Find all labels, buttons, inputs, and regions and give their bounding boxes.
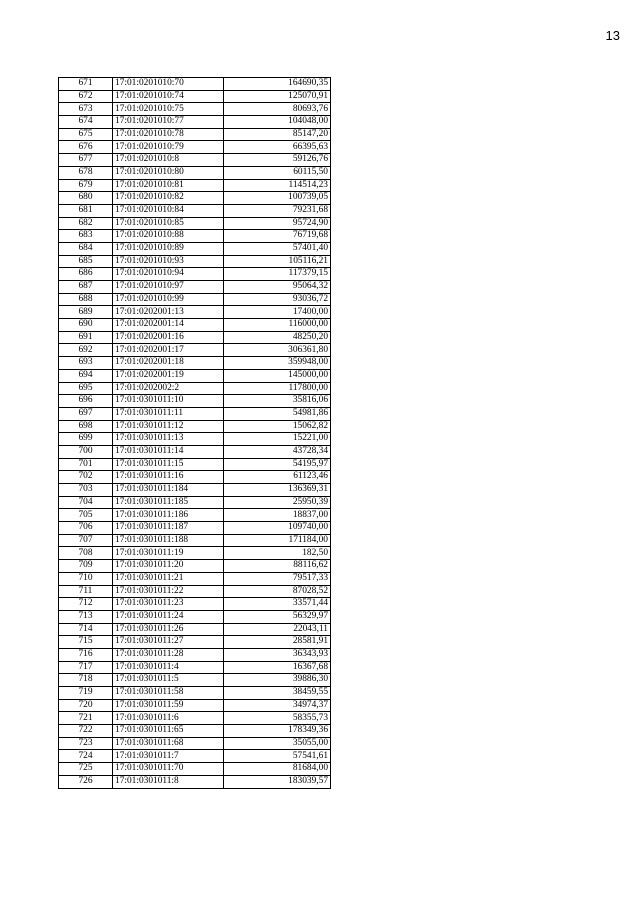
cadastral-number-cell: 17:01:0301011:28 [113, 648, 224, 661]
row-number-cell: 688 [59, 293, 113, 306]
row-number-cell: 684 [59, 242, 113, 255]
cadastral-number-cell: 17:01:0301011:23 [113, 598, 224, 611]
table-row [59, 534, 331, 547]
table-row [59, 445, 331, 458]
table-row [59, 560, 331, 573]
value-cell: 57401,40 [224, 242, 331, 255]
table-row [59, 699, 331, 712]
value-cell: 36343,93 [224, 648, 331, 661]
table-row [59, 141, 331, 154]
table-row [59, 306, 331, 319]
row-number-cell: 719 [59, 687, 113, 700]
cadastral-number-cell: 17:01:0201010:74 [113, 90, 224, 103]
value-cell: 117800,00 [224, 382, 331, 395]
table-row [59, 775, 331, 788]
value-cell: 116000,00 [224, 319, 331, 332]
table-row [59, 585, 331, 598]
value-cell: 18837,00 [224, 509, 331, 522]
row-number-cell: 681 [59, 204, 113, 217]
cadastral-number-cell: 17:01:0301011:27 [113, 636, 224, 649]
table-row [59, 598, 331, 611]
table-row [59, 395, 331, 408]
row-number-cell: 695 [59, 382, 113, 395]
cadastral-number-cell: 17:01:0202001:14 [113, 319, 224, 332]
row-number-cell: 698 [59, 420, 113, 433]
cadastral-number-cell: 17:01:0201010:84 [113, 204, 224, 217]
cadastral-number-cell: 17:01:0201010:88 [113, 230, 224, 243]
table-row [59, 319, 331, 332]
row-number-cell: 718 [59, 674, 113, 687]
table-row [59, 610, 331, 623]
row-number-cell: 724 [59, 750, 113, 763]
cadastral-number-cell: 17:01:0301011:6 [113, 712, 224, 725]
row-number-cell: 716 [59, 648, 113, 661]
table-row [59, 484, 331, 497]
cadastral-number-cell: 17:01:0201010:85 [113, 217, 224, 230]
table-row [59, 458, 331, 471]
table-row [59, 382, 331, 395]
cadastral-number-cell: 17:01:0301011:185 [113, 496, 224, 509]
cadastral-number-cell: 17:01:0301011:70 [113, 763, 224, 776]
row-number-cell: 712 [59, 598, 113, 611]
table-row [59, 661, 331, 674]
cadastral-number-cell: 17:01:0301011:13 [113, 433, 224, 446]
row-number-cell: 689 [59, 306, 113, 319]
value-cell: 171184,00 [224, 534, 331, 547]
cadastral-number-cell: 17:01:0301011:21 [113, 572, 224, 585]
cadastral-number-cell: 17:01:0301011:10 [113, 395, 224, 408]
value-cell: 100739,05 [224, 192, 331, 205]
table-row [59, 217, 331, 230]
cadastral-number-cell: 17:01:0201010:89 [113, 242, 224, 255]
cadastral-number-cell: 17:01:0202001:16 [113, 331, 224, 344]
table-row [59, 725, 331, 738]
cadastral-number-cell: 17:01:0202002:2 [113, 382, 224, 395]
row-number-cell: 696 [59, 395, 113, 408]
table-row [59, 737, 331, 750]
row-number-cell: 713 [59, 610, 113, 623]
cadastral-number-cell: 17:01:0301011:11 [113, 407, 224, 420]
cadastral-number-cell: 17:01:0301011:22 [113, 585, 224, 598]
row-number-cell: 675 [59, 128, 113, 141]
table-row [59, 648, 331, 661]
value-cell: 87028,52 [224, 585, 331, 598]
cadastral-number-cell: 17:01:0201010:94 [113, 268, 224, 281]
value-cell: 306361,80 [224, 344, 331, 357]
row-number-cell: 672 [59, 90, 113, 103]
row-number-cell: 686 [59, 268, 113, 281]
value-cell: 136369,31 [224, 484, 331, 497]
value-cell: 61123,46 [224, 471, 331, 484]
table-row [59, 687, 331, 700]
table-row [59, 192, 331, 205]
value-cell: 25950,39 [224, 496, 331, 509]
table-row [59, 623, 331, 636]
cadastral-number-cell: 17:01:0301011:59 [113, 699, 224, 712]
table-row [59, 407, 331, 420]
value-cell: 182,50 [224, 547, 331, 560]
value-cell: 34974,37 [224, 699, 331, 712]
cadastral-number-cell: 17:01:0301011:24 [113, 610, 224, 623]
row-number-cell: 702 [59, 471, 113, 484]
row-number-cell: 720 [59, 699, 113, 712]
cadastral-number-cell: 17:01:0201010:8 [113, 154, 224, 167]
row-number-cell: 676 [59, 141, 113, 154]
row-number-cell: 709 [59, 560, 113, 573]
cadastral-number-cell: 17:01:0202001:13 [113, 306, 224, 319]
table-row [59, 763, 331, 776]
value-cell: 28581,91 [224, 636, 331, 649]
row-number-cell: 707 [59, 534, 113, 547]
value-cell: 81684,00 [224, 763, 331, 776]
value-cell: 48250,20 [224, 331, 331, 344]
cadastral-number-cell: 17:01:0201010:81 [113, 179, 224, 192]
value-cell: 43728,34 [224, 445, 331, 458]
cadastral-number-cell: 17:01:0202001:18 [113, 357, 224, 370]
cadastral-number-cell: 17:01:0201010:93 [113, 255, 224, 268]
row-number-cell: 706 [59, 522, 113, 535]
value-cell: 93036,72 [224, 293, 331, 306]
value-cell: 164690,35 [224, 78, 331, 91]
table-row [59, 90, 331, 103]
value-cell: 125070,91 [224, 90, 331, 103]
row-number-cell: 671 [59, 78, 113, 91]
row-number-cell: 726 [59, 775, 113, 788]
row-number-cell: 708 [59, 547, 113, 560]
value-cell: 183039,57 [224, 775, 331, 788]
cadastral-number-cell: 17:01:0301011:184 [113, 484, 224, 497]
row-number-cell: 717 [59, 661, 113, 674]
table-row [59, 281, 331, 294]
table-row [59, 204, 331, 217]
table-row [59, 344, 331, 357]
table-row [59, 166, 331, 179]
row-number-cell: 674 [59, 116, 113, 129]
table-row [59, 268, 331, 281]
table-row [59, 255, 331, 268]
row-number-cell: 700 [59, 445, 113, 458]
row-number-cell: 687 [59, 281, 113, 294]
value-cell: 79517,33 [224, 572, 331, 585]
cadastral-number-cell: 17:01:0201010:70 [113, 78, 224, 91]
row-number-cell: 685 [59, 255, 113, 268]
page-number: 13 [605, 28, 620, 43]
value-cell: 35816,06 [224, 395, 331, 408]
table-row [59, 433, 331, 446]
value-cell: 35055,00 [224, 737, 331, 750]
cadastral-number-cell: 17:01:0202001:19 [113, 369, 224, 382]
cadastral-number-cell: 17:01:0301011:4 [113, 661, 224, 674]
table-row [59, 636, 331, 649]
value-cell: 117379,15 [224, 268, 331, 281]
value-cell: 15221,00 [224, 433, 331, 446]
cadastral-number-cell: 17:01:0201010:79 [113, 141, 224, 154]
cadastral-number-cell: 17:01:0201010:80 [113, 166, 224, 179]
cadastral-number-cell: 17:01:0201010:82 [113, 192, 224, 205]
cadastral-number-cell: 17:01:0301011:187 [113, 522, 224, 535]
cadastral-number-cell: 17:01:0301011:58 [113, 687, 224, 700]
value-cell: 66395,63 [224, 141, 331, 154]
cadastral-number-cell: 17:01:0301011:8 [113, 775, 224, 788]
table-row [59, 78, 331, 91]
value-cell: 58355,73 [224, 712, 331, 725]
cadastral-number-cell: 17:01:0201010:78 [113, 128, 224, 141]
row-number-cell: 715 [59, 636, 113, 649]
value-cell: 17400,00 [224, 306, 331, 319]
cadastral-number-cell: 17:01:0301011:20 [113, 560, 224, 573]
table-row [59, 179, 331, 192]
cadastral-number-cell: 17:01:0201010:99 [113, 293, 224, 306]
table-row [59, 369, 331, 382]
row-number-cell: 710 [59, 572, 113, 585]
row-number-cell: 690 [59, 319, 113, 332]
value-cell: 54195,97 [224, 458, 331, 471]
table-row [59, 128, 331, 141]
row-number-cell: 692 [59, 344, 113, 357]
table-row [59, 547, 331, 560]
row-number-cell: 694 [59, 369, 113, 382]
row-number-cell: 703 [59, 484, 113, 497]
value-cell: 95724,90 [224, 217, 331, 230]
value-cell: 76719,68 [224, 230, 331, 243]
row-number-cell: 722 [59, 725, 113, 738]
value-cell: 15062,82 [224, 420, 331, 433]
row-number-cell: 701 [59, 458, 113, 471]
cadastral-number-cell: 17:01:0301011:186 [113, 509, 224, 522]
cadastral-number-cell: 17:01:0301011:5 [113, 674, 224, 687]
cadastral-number-cell: 17:01:0301011:68 [113, 737, 224, 750]
table-row [59, 471, 331, 484]
value-cell: 38459,55 [224, 687, 331, 700]
value-cell: 79231,68 [224, 204, 331, 217]
row-number-cell: 680 [59, 192, 113, 205]
row-number-cell: 691 [59, 331, 113, 344]
table-row [59, 572, 331, 585]
cadastral-number-cell: 17:01:0301011:14 [113, 445, 224, 458]
row-number-cell: 697 [59, 407, 113, 420]
value-cell: 104048,00 [224, 116, 331, 129]
table-row [59, 420, 331, 433]
table-row [59, 750, 331, 763]
value-cell: 39886,30 [224, 674, 331, 687]
cadastral-number-cell: 17:01:0301011:7 [113, 750, 224, 763]
row-number-cell: 682 [59, 217, 113, 230]
value-cell: 88116,62 [224, 560, 331, 573]
cadastral-number-cell: 17:01:0301011:26 [113, 623, 224, 636]
table-row [59, 116, 331, 129]
value-cell: 60115,50 [224, 166, 331, 179]
value-cell: 80693,76 [224, 103, 331, 116]
row-number-cell: 678 [59, 166, 113, 179]
table-row [59, 712, 331, 725]
cadastral-number-cell: 17:01:0301011:16 [113, 471, 224, 484]
row-number-cell: 673 [59, 103, 113, 116]
row-number-cell: 721 [59, 712, 113, 725]
row-number-cell: 723 [59, 737, 113, 750]
row-number-cell: 725 [59, 763, 113, 776]
cadastral-number-cell: 17:01:0202001:17 [113, 344, 224, 357]
value-cell: 145000,00 [224, 369, 331, 382]
table-row [59, 242, 331, 255]
value-cell: 59126,76 [224, 154, 331, 167]
table-row [59, 674, 331, 687]
cadastral-number-cell: 17:01:0201010:97 [113, 281, 224, 294]
value-cell: 114514,23 [224, 179, 331, 192]
value-cell: 54981,86 [224, 407, 331, 420]
cadastral-number-cell: 17:01:0301011:65 [113, 725, 224, 738]
row-number-cell: 693 [59, 357, 113, 370]
cadastral-number-cell: 17:01:0301011:15 [113, 458, 224, 471]
row-number-cell: 679 [59, 179, 113, 192]
value-cell: 33571,44 [224, 598, 331, 611]
value-cell: 359948,00 [224, 357, 331, 370]
value-cell: 109740,00 [224, 522, 331, 535]
table-row [59, 357, 331, 370]
value-cell: 178349,36 [224, 725, 331, 738]
value-cell: 16367,68 [224, 661, 331, 674]
cadastral-number-cell: 17:01:0201010:77 [113, 116, 224, 129]
row-number-cell: 683 [59, 230, 113, 243]
table-row [59, 522, 331, 535]
value-cell: 57541,61 [224, 750, 331, 763]
row-number-cell: 705 [59, 509, 113, 522]
table-row [59, 293, 331, 306]
cadastral-number-cell: 17:01:0301011:19 [113, 547, 224, 560]
value-cell: 85147,20 [224, 128, 331, 141]
table-body [59, 78, 331, 789]
cadastral-number-cell: 17:01:0301011:188 [113, 534, 224, 547]
cadastral-number-cell: 17:01:0201010:75 [113, 103, 224, 116]
row-number-cell: 714 [59, 623, 113, 636]
value-cell: 105116,21 [224, 255, 331, 268]
table-row [59, 509, 331, 522]
value-cell: 95064,32 [224, 281, 331, 294]
table-row [59, 230, 331, 243]
row-number-cell: 677 [59, 154, 113, 167]
table-row [59, 154, 331, 167]
table-row [59, 496, 331, 509]
value-cell: 22043,11 [224, 623, 331, 636]
cadastral-number-cell: 17:01:0301011:12 [113, 420, 224, 433]
table-row [59, 103, 331, 116]
row-number-cell: 699 [59, 433, 113, 446]
row-number-cell: 704 [59, 496, 113, 509]
cadastral-value-table [58, 77, 331, 789]
value-cell: 56329,97 [224, 610, 331, 623]
table-row [59, 331, 331, 344]
row-number-cell: 711 [59, 585, 113, 598]
